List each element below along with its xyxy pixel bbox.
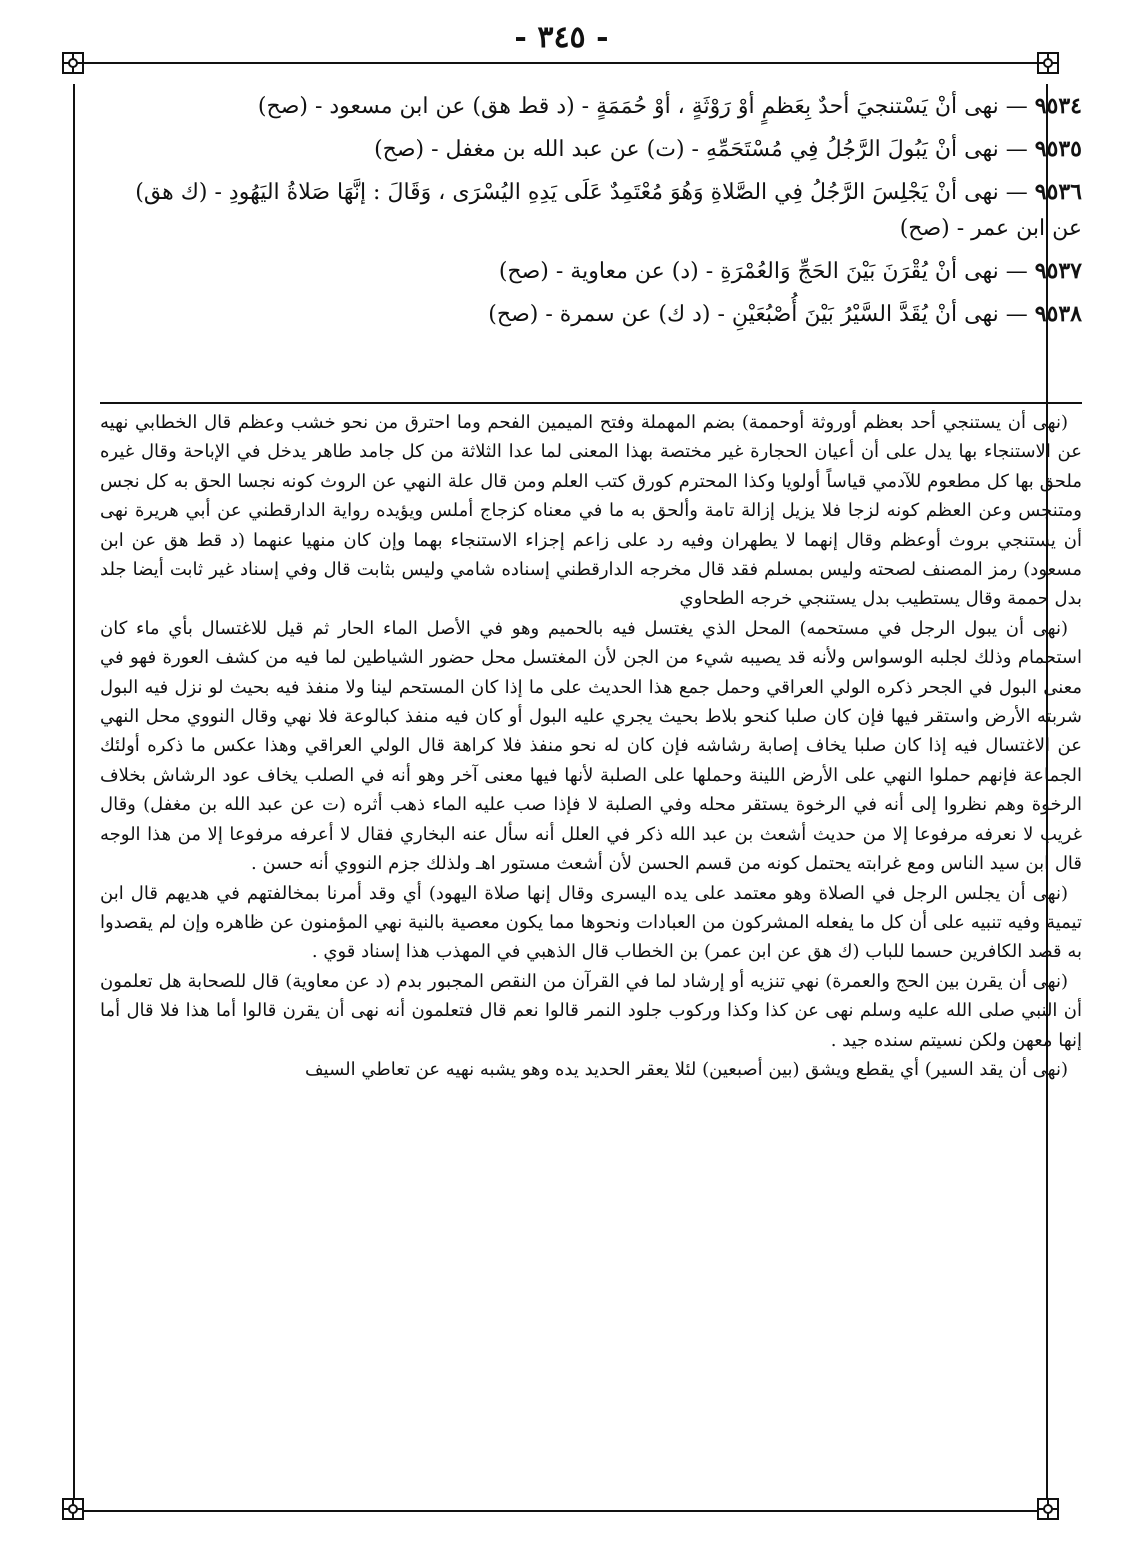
- frame-bottom-line: [84, 1510, 1039, 1512]
- corner-ornament-icon: [60, 1496, 86, 1522]
- corner-ornament-icon: [60, 50, 86, 76]
- hadith-entry: [100, 296, 1082, 333]
- hadith-text: — نهى أنْ يُقْرَنَ بَيْنَ الحَجِّ وَالعُمْرَةِ - (د) عن معاوية - (صح): [498, 259, 1028, 284]
- commentary-paragraph: (نهى أن يقد السير) أي يقطع ويشق (بين أصبعين) لئلا يعقر الحديد يده وهو يشبه نهيه عن تعاطي السيف: [305, 1058, 1068, 1080]
- frame-top-line: [84, 62, 1039, 64]
- commentary-paragraph: (نهى أن يبول الرجل في مستحمه) المحل الذي يغتسل فيه بالحميم وهو في الأصل الماء الحار ثم قيل للاغتسال بأي ماء كان استحمام وذلك لجلبه الوسواس ولأنه قد يصيبه شيء من الجن لأن المغتسل محل حضور الشياطين لما فيه من كشف العورة فهو في معنى البول في الجحر ذكره الولي العراقي وحمل جمع هذا الحديث على ما إذا كان المستحم لينا ولا منفذ فيه بحيث لو نزل فيه البول شربته الأرض واستقر فيها فإن كان صلبا كنحو بلاط بحيث يجري عليه البول أو كان فيه منفذ كبالوعة فلا نهي وقال النووي محل النهي عن الاغتسال فيه إذا كان صلبا يخاف إصابة رشاشه فإن كان له نحو منفذ فلا كراهة قال الولي العراقي وهذا عكس ما ذكره أولئك الجماعة فإنهم حملوا النهي على الأرض اللينة وحملها على الصلبة لأنها فيها معنى آخر وهو أنه في الصلب يخاف عود الرشاش بخلاف الرخوة وهم نظروا إلى أنه في الرخوة يستقر محله وفي الصلبة لا فإذا صب عليه الماء ذهب أثره (ت عن عبد الله بن مغفل) وقال غريب لا نعرفه مرفوعا إلا من حديث أشعث بن عبد الله ذكر في العلل أنه سأل عنه البخاري فقال لا أعرفه مرفوعا إلا من هذا الوجه قال ابن سيد الناس ومع غرابته يحتمل كونه من قسم الحسن لأن أشعث مستور اهـ ولذلك جزم النووي أنه حسن .: [100, 617, 1082, 875]
- commentary: [100, 408, 1082, 1084]
- hadith-number: ٩٥٣٨: [1034, 301, 1082, 327]
- hadith-entry: [100, 88, 1082, 125]
- commentary-paragraph: (نهى أن يجلس الرجل في الصلاة وهو معتمد على يده اليسرى وقال إنها صلاة اليهود) أي وقد أمرنا بمخالفتهم في هديهم قال ابن تيمية وفيه تنبيه على أن كل ما يفعله المشركون من العبادات ونحوها مما يكون معصية بالنية نهي المؤمنون عن ظاهره وإن لم يقصدوا به قصد الكافرين حسما للباب (ك هق عن ابن عمر) بن الخطاب قال الذهبي في المهذب هذا إسناد قوي .: [100, 882, 1082, 963]
- hadith-text: — نهى أنْ يَبُولَ الرَّجُلُ فِي مُسْتَحَمِّهِ - (ت) عن عبد الله بن مغفل - (صح): [374, 137, 1028, 162]
- hadith-number: ٩٥٣٤: [1034, 93, 1082, 119]
- section-separator: [100, 402, 1082, 404]
- commentary-paragraph: (نهى أن يقرن بين الحج والعمرة) نهي تنزيه أو إرشاد لما في القرآن من النقص المجبور بدم (د عن معاوية) قال للصحابة هل تعلمون أن النبي صلى الله عليه وسلم نهى عن كذا وكذا وركوب جلود النمر قالوا نعم قال فتعلمون أنه نهى أن يقرن قالوا أما هذا فلا قال أما إنها معهن ولكن نسيتم سنده جيد .: [100, 970, 1082, 1051]
- hadith-text: — نهى أنْ يَجْلِسَ الرَّجُلُ فِي الصَّلاةِ وَهُوَ مُعْتَمِدٌ عَلَى يَدِهِ اليُسْرَى ، وَقَالَ : إنَّهَا صَلاةُ اليَهُودِ - (ك هق) عن ابن عمر - (صح): [135, 180, 1082, 241]
- page-number: - ٣٤٥ -: [514, 20, 609, 55]
- hadith-number: ٩٥٣٥: [1034, 136, 1082, 162]
- hadith-entry: [100, 174, 1082, 247]
- hadith-entry: [100, 131, 1082, 168]
- corner-ornament-icon: [1035, 1496, 1061, 1522]
- hadith-entry: [100, 253, 1082, 290]
- corner-ornament-icon: [1035, 50, 1061, 76]
- hadith-text: — نهى أنْ يَسْتنجيَ أحدٌ بِعَظمٍ أوْ رَوْثَةٍ ، أوْ حُمَمَةٍ - (د قط هق) عن ابن مسعود - (صح): [257, 94, 1028, 119]
- hadith-number: ٩٥٣٦: [1034, 179, 1082, 205]
- hadith-number: ٩٥٣٧: [1034, 258, 1082, 284]
- hadith-text: — نهى أنْ يُقَدَّ السَّيْرُ بَيْنَ أُصْبُعَيْنِ - (د ك) عن سمرة - (صح): [488, 302, 1028, 327]
- commentary-paragraph: (نهى أن يستنجي أحد بعظم أوروثة أوحممة) بضم المهملة وفتح الميمين الفحم وما احترق من نحو خشب وعظم قال الخطابي نهيه عن الاستنجاء بها يدل على أن أعيان الحجارة غير مختصة بهذا المعنى لما عدا الثلاثة من كل جامد طاهر يدخل في الإباحة وقال غيره ملحق بها كل مطعوم للآدمي قياساً أولويا وكذا المحترم كورق كتب العلم ومن قال علة النهي عن الروث كونه نجسا الحق به كل نجس ومتنجس وعن العظم كونه لزجا فلا يزيل إزالة تامة وألحق به ما في معناه كزجاج أملس ويؤيده رواية الدارقطني عن أبي هريرة نهى أن يستنجي بروث أوعظم وقال إنهما لا يطهران وفيه رد على زاعم إجزاء الاستنجاء بهما وإن كان منهيا عنهما (د قط هق عن ابن مسعود) رمز المصنف لصحته وليس بمسلم فقد قال مخرجه الدارقطني إسناده شامي وليس بثابت قال وفي إسناد غير ثابت أيضا جلد بدل حممة وقال يستطيب بدل يستنجي خرجه الطحاوي: [100, 412, 1082, 610]
- frame-left-line: [73, 84, 75, 1500]
- hadith-list: [100, 88, 1082, 339]
